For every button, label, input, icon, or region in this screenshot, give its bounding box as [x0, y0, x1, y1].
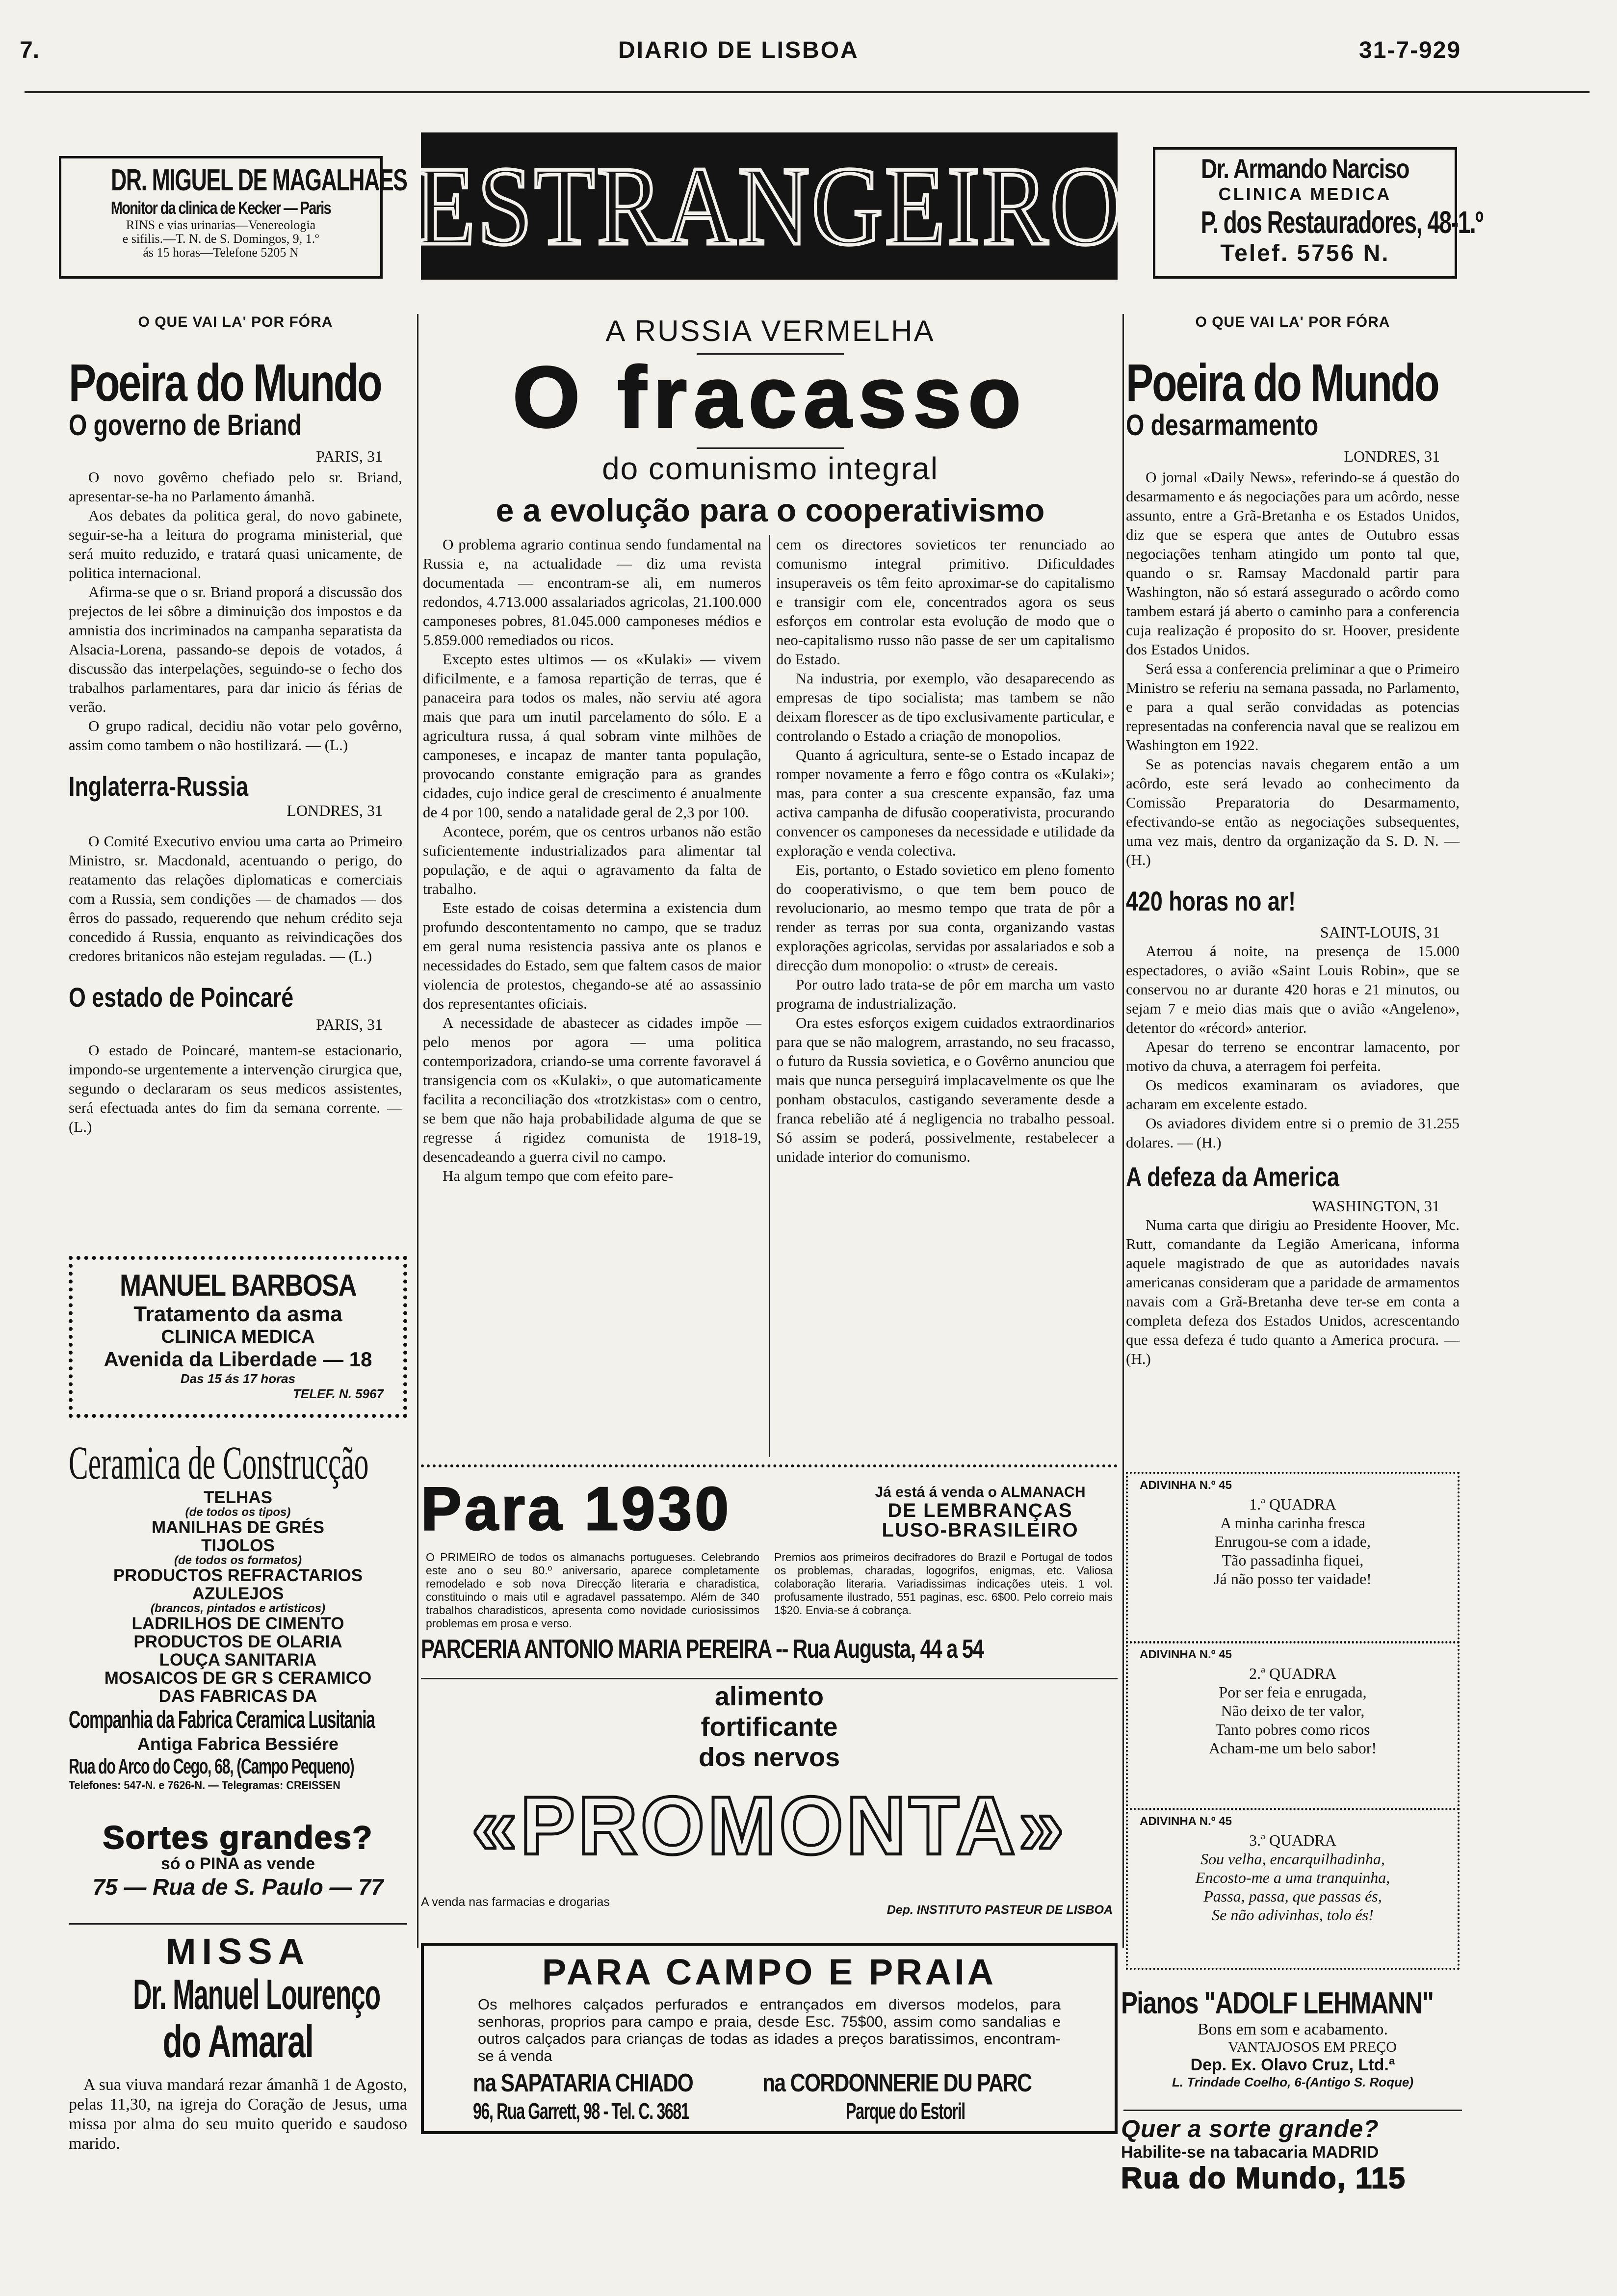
ad-ceramica-item: (de todos os tipos) [185, 1506, 291, 1519]
adivinha-verse: Enrugou-se com a idade, [1214, 1533, 1371, 1550]
ad-missa-text: A sua viuva mandará rezar ámanhã 1 de Agosto, pelas 11,30, na igreja do Coração de Jesus, uma missa por alma do seu muito querido e saudoso marido. [69, 2076, 407, 2153]
section-banner [415, 132, 1124, 280]
right-subhead: O desarmamento [1126, 409, 1319, 442]
ad-narciso-line2: P. dos Restauradores, 48-1.º [1200, 205, 1483, 240]
ad-ceramica-phones: Telefones: 547-N. e 7626-N. — Telegramas: CREISSEN [69, 1779, 340, 1792]
ad-missa-name2: do Amaral [162, 2015, 313, 2067]
ad-sortes [69, 1820, 407, 1900]
ad-almanach [421, 1464, 1118, 1683]
ad-promonta-sale: A venda nas farmacias e drogarias [421, 1895, 610, 1909]
ad-sorte-line1: Quer a sorte grande? [1121, 2115, 1379, 2142]
ad-pianos-line4: L. Trindade Coelho, 6-(Antigo S. Roque) [1172, 2075, 1414, 2089]
ad-missa-title: MISSA [165, 1931, 311, 1972]
ad-campo-shop2: na CORDONNERIE DU PARC [762, 2069, 1032, 2097]
ad-pianos-title: Pianos "ADOLF LEHMANN" [1121, 1986, 1434, 2020]
left-paragraph: Afirma-se que o sr. Briand proporá a discussão dos prejectos de lei sôbre a diminuição dos impostos e da amnistia dos incriminados na campanha separatista da Alsacia-Lorena, passando-se depois de votados, á discussão das interpelações, seguindo-se o fecho dos trabalhos parlamentares, para dar inicio ás férias de verão. [69, 583, 402, 715]
ad-campo-addr2: Parque do Estoril [846, 2098, 965, 2124]
ad-promonta-depot: Dep. INSTITUTO PASTEUR DE LISBOA [887, 1903, 1113, 1917]
center-paragraph: A necessidade de abastecer as cidades impõe — pelo menos por agora — uma politica contemporizadora, criando-se uma corrente favoravel á transigencia com os «Kulaki», o que automaticamente facilita a reconciliação dos «trotzkistas» com o centro, se bem que não haja probabilidade alguma de que se regresse á rigidez comunista de 1918-19, desencadeando a guerra civil no campo. [423, 1014, 761, 1165]
center-column-1 [423, 535, 761, 1185]
left-subhead: O governo de Briand [69, 409, 302, 442]
right-story2-dateline: SAINT-LOUIS, 31 [1320, 923, 1440, 941]
ad-narciso-line1: CLINICA MEDICA [1218, 184, 1392, 204]
left-kicker: O QUE VAI LA' POR FÓRA [138, 314, 333, 330]
ad-barbosa-line2: CLINICA MEDICA [161, 1327, 315, 1347]
ad-ceramica-item: AZULEJOS [192, 1584, 284, 1603]
left-column [69, 314, 402, 1136]
ad-ceramica [69, 1437, 407, 1793]
ad-campo-addr1: 96, Rua Garrett, 98 - Tel. C. 3681 [473, 2098, 689, 2124]
right-story3-body [1126, 1215, 1460, 1368]
left-story3-dateline: PARIS, 31 [316, 1016, 383, 1033]
center-deck2: e a evolução para o cooperativismo [496, 492, 1045, 528]
ad-campo-shop1: na SAPATARIA CHIADO [473, 2069, 693, 2097]
issue-date: 31-7-929 [1359, 37, 1461, 63]
center-headline-rule [697, 447, 844, 449]
center-column-2 [776, 535, 1115, 1166]
ad-sorte-line2: Habilite-se na tabacaria MADRID [1121, 2143, 1379, 2162]
ad-promonta-line1: alimento [714, 1682, 824, 1711]
center-paragraph: O problema agrario continua sendo fundamental na Russia e, na actualidade — diz uma revista documentada — encontram-se ali, em numeros redondos, 4.713.000 assalariados agricolas, 21.100.000 camponeses pobres, 81.045.000 camponeses médios e 5.859.000 remediados ou ricos. [423, 536, 761, 649]
center-deck1: do comunismo integral [602, 451, 939, 486]
center-kicker: A RUSSIA VERMELHA [605, 314, 935, 347]
center-paragraph: Ora estes esforços exigem cuidados extraordinarios para que se não malogrem, arrastando, no seu fracasso, o futuro da Russia sovietica, e o Govêrno anunciou que mais que nunca perseguirá implacavelmente os que lhe ponham obstaculos, castigando severamente desde a franca rebelião até á negligencia no trabalho pessoal. Só assim se poderá, possivelmente, restabelecer a unidade interior do comunismo. [776, 1014, 1115, 1165]
ad-pianos-line3: Dep. Ex. Olavo Cruz, Ltd.ª [1190, 2056, 1395, 2074]
ad-sortes-line1: Sortes grandes? [103, 1819, 373, 1855]
ad-ceramica-title: Ceramica de Construcção [69, 1436, 369, 1489]
center-paragraph: Este estado de coisas determina a existencia dum profundo descontentamento no campo, que se traduz em geral numa resistencia passiva ante os planos e necessidades do Estado, sem que faltem casos de maior violencia de protestos, chegando-se até ao assassinio dos representantes oficiais. [423, 899, 761, 1012]
center-headline: O fracasso [513, 349, 1028, 445]
right-body [1126, 468, 1460, 869]
ad-barbosa-line1: Tratamento da asma [133, 1302, 342, 1326]
paper-name: DIARIO DE LISBOA [618, 37, 859, 63]
ad-sorte [1121, 2114, 1464, 2194]
right-paragraph: O jornal «Daily News», referindo-se á questão do desarmamento e ás negociações para um acôrdo, nesse assunto, entre a Grã-Bretanha e os Estados Unidos, diz que se espera que antes de Outubro essas negociações tenham atingido um ponto tal que, quando o sr. Ramsay Macdonald partir para Washington, não só estará assegurado o acôrdo como tambem estará já aberto o caminho para a conferencia cuja realização é proposito do sr. Hoover, presidente dos Estados Unidos. [1126, 469, 1460, 658]
adivinha-verse: Não deixo de ter valor, [1221, 1702, 1365, 1720]
ad-almanach-head [843, 1484, 1118, 1540]
ad-almanach-head1: Já está á venda o ALMANACH [875, 1484, 1086, 1500]
left-story3-body [69, 1041, 402, 1136]
page-number: 7. [20, 37, 40, 63]
right-story2-title: 420 horas no ar! [1126, 886, 1296, 916]
center-paragraph: cem os directores sovieticos ter renunciado ao comunismo integral primitivo. Dificuldades insuperaveis os têm feito aproximar-se do capitalismo e transigir com ele, concentrados agora os seus esforços em controlar esta evolução de modo que o neo-capitalismo russo não passe de ser um capitalismo do Estado. [776, 536, 1115, 668]
left-body [69, 468, 402, 755]
ad-magalhaes-line3: e sifilis.—T. N. de S. Domingos, 9, 1.º [122, 232, 319, 246]
ad-barbosa-line5: TELEF. N. 5967 [293, 1386, 384, 1401]
ad-narciso [1153, 147, 1483, 279]
left-paragraph: O Comité Executivo enviou uma carta ao Primeiro Ministro, sr. Macdonald, acentuando o perigo, do reatamento das relações diplomaticas e comerciais com a Russia, sem condições — de chamados — dos êrros do passado, requerendo que nehum crédito seja concedido á Russia, enquanto as reivindicações dos credores britanicos não estejam reguladas. — (L.) [69, 833, 402, 965]
ad-promonta-line3: dos nervos [698, 1743, 840, 1772]
adivinha-verse: Tão passadinha fiquei, [1222, 1551, 1364, 1569]
adivinha-verse: Se não adivinhas, tolo és! [1212, 1906, 1374, 1924]
ad-almanach-head2: DE LEMBRANÇAS [887, 1500, 1073, 1521]
ad-pianos-line1: Bons em som e acabamento. [1197, 2020, 1388, 2038]
right-kicker: O QUE VAI LA' POR FÓRA [1195, 314, 1390, 330]
ad-almanach-right-text: Premios aos primeiros decifradores do Brazil e Portugal de todos os problemas, charadas, logogrifos, enigmas, etc. Valiosa colaboração literaria. Variadissimas indicações uteis. 1 vol. profusamente ilustrado, 551 paginas, esc. 6$00. Pelo correio mais 1$20. Envia-se á cobrança. [774, 1551, 1113, 1617]
ad-magalhaes-line4: ás 15 horas—Telefone 5205 N [143, 245, 299, 260]
ad-missa [69, 1931, 407, 2154]
ad-almanach-title: Para 1930 [421, 1475, 732, 1543]
right-paragraph: Será essa a conferencia preliminar a que o Primeiro Ministro se referiu na semana passada, no Parlamento, e para a qual serão convidadas as potencias representadas na conferencia naval que se realizou em Washington em 1922. [1126, 660, 1460, 754]
ad-promonta [421, 1678, 1118, 1925]
center-paragraph: Acontece, porém, que os centros urbanos não estão suficientemente industrializados para alimentar tal população, e de aqui o agravamento da falta de trabalho. [423, 823, 761, 897]
column-rule-right [1122, 314, 1124, 1948]
ad-pianos [1121, 1987, 1464, 2090]
left-story2-body [69, 832, 402, 965]
adivinha-quadra: 2.ª QUADRA [1249, 1665, 1336, 1682]
ad-sortes-line2: só o PINA as vende [160, 1854, 315, 1873]
right-paragraph: Numa carta que dirigiu ao Presidente Hoover, Mc. Rutt, comandante da Legião Americana, informa aquele magistrado de que as autoridades navais americanas consideram que a paridade de armamentos navais com a Grã-Bretanha deve ter-se em conta a completa defeza dos Estados Unidos, acrescentando que essa defeza é tudo quanto a America procura. — (H.) [1126, 1216, 1460, 1367]
left-paragraph: O novo govêrno chefiado pelo sr. Briand, apresentar-se-ha no Parlamento ámanhã. [69, 469, 402, 505]
ad-almanach-publisher: PARCERIA ANTONIO MARIA PEREIRA -- Rua Augusta, 44 a 54 [421, 1634, 984, 1664]
ad-ceramica-item: PRODUCTOS DE OLARIA [133, 1632, 342, 1651]
center-paragraph: Por outro lado trata-se de pôr em marcha um vasto programa de industrialização. [776, 976, 1115, 1012]
right-dateline: LONDRES, 31 [1344, 447, 1440, 465]
left-paragraph: Aos debates da politica geral, do novo gabinete, seguir-se-ha a leitura do programa ministerial, que será muito reduzido, e tratará quasi unicamente, de politica internacional. [69, 507, 402, 581]
ad-ceramica-company: Companhia da Fabrica Ceramica Lusitania [69, 1706, 375, 1733]
right-column [1126, 314, 1460, 1368]
masthead-rule [25, 91, 1590, 93]
ad-narciso-name: Dr. Armando Narciso [1201, 153, 1409, 184]
ad-pianos-line2: VANTAJOSOS EM PREÇO [1228, 2039, 1397, 2055]
left-paragraph: O estado de Poincaré, mantem-se estacionario, impondo-se urgentemente a intervenção cirurgica que, segundo o declararam os seus medicos assistentes, será efectuada antes do fim da semana corrente. — (L.) [69, 1042, 402, 1135]
sorte-rule [1123, 2110, 1462, 2111]
ad-ceramica-item: MANILHAS DE GRÉS [152, 1518, 324, 1537]
ad-magalhaes [59, 156, 407, 279]
ad-campo [421, 1943, 1118, 2134]
left-story3-title: O estado de Poincaré [69, 982, 294, 1013]
left-story2-title: Inglaterra-Russia [69, 771, 248, 802]
center-paragraph: Quanto á agricultura, sente-se o Estado incapaz de romper novamente a ferro e fôgo contra os «Kulaki»; mas, para conter a sua crescente expansão, faz uma activa campanha de difusão cooperativista, procurando convencer os camponeses da necessidade e utilidade da exploração e venda colectiva. [776, 746, 1115, 859]
ad-promonta-line2: fortificante [701, 1712, 838, 1742]
ad-barbosa [69, 1256, 407, 1418]
ad-ceramica-items [69, 1488, 407, 1705]
adivinha-verse: Acham-me um belo sabor! [1208, 1739, 1377, 1757]
section-title: ESTRANGEIRO [415, 143, 1124, 268]
right-paragraph: Os aviadores dividem entre si o premio de 31.255 dolares. — (H.) [1126, 1115, 1460, 1151]
adivinha-verse: Por ser feia e enrugada, [1219, 1683, 1367, 1701]
column-rule-left [417, 314, 418, 1948]
ad-narciso-line3: Telef. 5756 N. [1220, 240, 1390, 266]
ad-magalhaes-line1: Monitor da clinica de Kecker — Paris [110, 198, 331, 218]
ad-ceramica-item: (de todos os formatos) [174, 1554, 302, 1567]
center-paragraph: Ha algum tempo que com efeito pare- [443, 1167, 673, 1184]
right-paragraph: Apesar do terreno se encontrar lamacento, por motivo da chuva, a aterragem foi perfeita. [1126, 1038, 1460, 1074]
ad-ceramica-item: MOSAICOS DE GR S CERAMICO [104, 1669, 372, 1688]
right-story3-title: A defeza da America [1126, 1161, 1339, 1192]
ad-promonta-brand: «PROMONTA» [471, 1779, 1068, 1872]
ad-campo-text: Os melhores calçados perfurados e entrançados em diversos modelos, para senhoras, proprios para campo e praia, desde Esc. 75$00, assim como sandalias e outros calçados para crianças de todas as idades a preços baratissimos, encontram-se á venda [478, 1996, 1061, 2064]
adivinha-box [1126, 1472, 1460, 1644]
ad-almanach-head3: LUSO-BRASILEIRO [882, 1519, 1079, 1541]
right-story2-body [1126, 941, 1460, 1152]
adivinha-quadra: 3.ª QUADRA [1249, 1831, 1336, 1849]
ad-barbosa-name: MANUEL BARBOSA [120, 1269, 356, 1303]
right-paragraph: Se as potencias navais chegarem então a um acôrdo, este será levado ao conhecimento da Comissão Preparatoria do Desarmamento, efectivando-se então as negociações subsequentes, uma vez mais, dentro da organização da S. D. N. — (H.) [1126, 756, 1460, 868]
center-paragraph: Na industria, por exemplo, vão desaparecendo as empresas de tipo socialista; mas tambem se não deixam florescer as de tipo exclusivamente particular, e controlando o Estado a criação de monopolios. [776, 670, 1115, 744]
adivinha-verse: Sou velha, encarquilhadinha, [1200, 1850, 1385, 1868]
right-story3-dateline: WASHINGTON, 31 [1312, 1197, 1440, 1215]
ad-sortes-line3: 75 — Rua de S. Paulo — 77 [92, 1874, 384, 1900]
center-paragraph: Eis, portanto, o Estado sovietico em pleno fomento do cooperativismo, o que tem bem pouco de revolucionario, ao mesmo tempo que trata de pôr a render as terras por sua conta, organizando vastas explorações agricolas, servidas por assalariados e sob a direcção dum monopolio: o «trust» de cereais. [776, 861, 1115, 974]
adivinha-title: ADIVINHA N.º 45 [1140, 1479, 1232, 1492]
ad-campo-title: PARA CAMPO E PRAIA [542, 1952, 997, 1992]
ad-ceramica-item: TIJOLOS [201, 1536, 275, 1555]
left-story2-dateline: LONDRES, 31 [287, 802, 383, 819]
ad-ceramica-address: Rua do Arco do Cego, 68, (Campo Pequeno) [69, 1754, 354, 1778]
adivinha-verse: Encosto-me a uma tranquinha, [1195, 1869, 1390, 1886]
right-headline: Poeira do Mundo [1126, 353, 1438, 412]
ad-almanach-left-text: O PRIMEIRO de todos os almanachs portugueses. Celebrando este ano o seu 80.º aniversario, aparece completamente remodelado e sob nova Direcção literaria e charadistica, constituindo o mais util e agradavel passatempo. Além de 340 trabalhos charadisticos, apresenta como novidade curiosissimos problemas em prosa e verso. [426, 1551, 759, 1630]
ad-barbosa-line4: Das 15 ás 17 horas [180, 1371, 296, 1386]
adivinha-verse: Tanto pobres como ricos [1215, 1721, 1370, 1738]
ad-ceramica-item: (brancos, pintados e artisticos) [150, 1602, 326, 1615]
adivinha-quadra: 1.ª QUADRA [1249, 1495, 1336, 1513]
adivinha-verse: Já não posso ter vaidade! [1214, 1570, 1372, 1588]
adivinha-box [1126, 1641, 1460, 1810]
ad-ceramica-item: LADRILHOS DE CIMENTO [131, 1614, 344, 1633]
ad-ceramica-item: TELHAS [204, 1488, 272, 1507]
left-paragraph: O grupo radical, decidiu não votar pelo govêrno, assim como tambem o não hostilizará. — (L.) [69, 717, 402, 754]
ad-barbosa-line3: Avenida da Liberdade — 18 [104, 1348, 372, 1371]
right-paragraph: Os medicos examinaram os aviadores, que acharam em excelente estado. [1126, 1076, 1460, 1113]
ad-magalhaes-line2: RINS e vias urinarias—Venereologia [126, 218, 316, 232]
adivinha-verse: Passa, passa, que passas és, [1203, 1887, 1382, 1905]
ad-ceramica-item: DAS FABRICAS DA [158, 1687, 317, 1706]
ad-ceramica-item: LOUÇA SANITARIA [159, 1650, 317, 1670]
left-dateline: PARIS, 31 [316, 447, 383, 465]
right-paragraph: Aterrou á noite, na presença de 15.000 espectadores, o avião «Saint Louis Robin», que se conservou no ar durante 420 horas e 21 minutos, ou sejam 7 e meio dias mais que o avião «Angeleno», detentor do «récord» anterior. [1126, 942, 1460, 1036]
adivinha-title: ADIVINHA N.º 45 [1140, 1648, 1232, 1661]
column-rule-center [769, 535, 770, 1457]
ad-magalhaes-name: DR. MIGUEL DE MAGALHAES [111, 163, 407, 197]
ad-ceramica-former: Antiga Fabrica Bessiére [137, 1734, 339, 1754]
ad-missa-name1: Dr. Manuel Lourenço [133, 1971, 380, 2018]
ad-sorte-line3: Rua do Mundo, 115 [1121, 2162, 1406, 2194]
left-headline: Poeira do Mundo [69, 353, 381, 412]
ad-ceramica-item: PRODUCTOS REFRACTARIOS [113, 1566, 363, 1585]
adivinha-box [1126, 1808, 1460, 1970]
center-paragraph: Excepto estes ultimos — os «Kulaki» — vivem dificilmente, e a famosa repartição de terras, que é panaceira para todos os males, não serviu até agora mais que para um inutil parcelamento do sólo. E a agricultura russa, á qual sobram vinte milhões de camponeses, e incapaz de manter tanta população, provocando constante emigração para as grandes cidades, cujo indice geral de crescimento é anualmente de 4 por 100, sendo a natalidade geral de 2,3 por 100. [423, 651, 761, 821]
adivinha-title: ADIVINHA N.º 45 [1140, 1815, 1232, 1828]
adivinha-verse: A minha carinha fresca [1220, 1514, 1365, 1532]
missa-rule [69, 1923, 407, 1925]
